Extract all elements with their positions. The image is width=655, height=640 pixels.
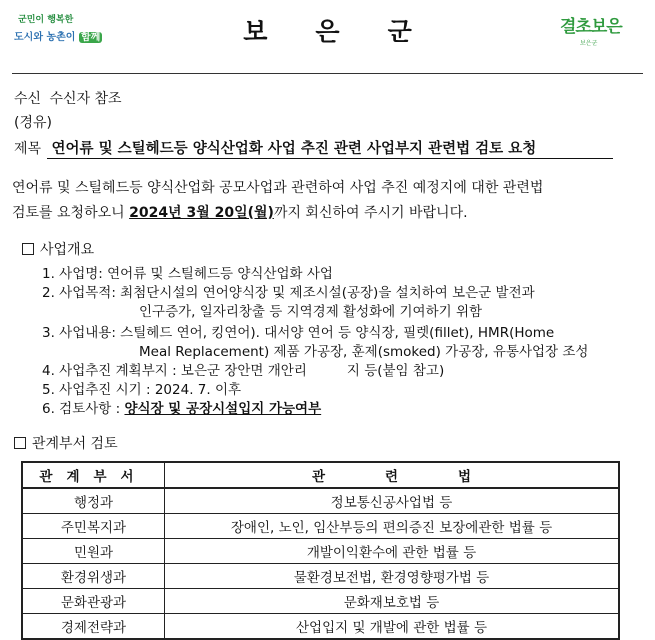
law-cell: 개발이익환수에 관한 법률 등 xyxy=(165,539,620,564)
overview-heading: 사업개요 xyxy=(22,239,94,259)
slogan-line1: 군민이 행복한 xyxy=(18,15,74,25)
overview-item-2-cont: 인구증가, 일자리창출 등 지역경제 활성화에 기여하기 위함 xyxy=(139,304,483,320)
law-cell: 장애인, 노인, 임산부등의 편의증진 보장에관한 법률 등 xyxy=(165,514,620,539)
subject-label: 제목 xyxy=(14,141,42,157)
county-brand-logo xyxy=(560,10,622,48)
column-header-law: 관련법 xyxy=(165,462,620,488)
table-row xyxy=(22,514,619,539)
brand-logo-subtext: 보은군 xyxy=(580,40,598,47)
department-cell: 행정과 xyxy=(22,488,165,514)
slogan-line2: 도시와 농촌이 함께 xyxy=(14,32,101,43)
department-cell: 주민복지과 xyxy=(22,514,165,539)
overview-item-5: 5. 사업추진 시기 : 2024. 7. 이후 xyxy=(42,382,242,398)
table-row xyxy=(22,539,619,564)
department-cell: 경제전략과 xyxy=(22,614,165,640)
column-header-department: 관계부서 xyxy=(22,462,165,488)
overview-item-3: 3. 사업내용: 스틸헤드 연어, 킹연어). 대서양 연어 등 양식장, 필렛(fillet), HMR(Home xyxy=(42,325,555,341)
checkbox-square-icon xyxy=(22,243,34,255)
table-row xyxy=(22,564,619,589)
department-cell: 민원과 xyxy=(22,539,165,564)
department-cell: 문화관광과 xyxy=(22,589,165,614)
department-cell: 환경위생과 xyxy=(22,564,165,589)
overview-item-1: 1. 사업명: 연어류 및 스틸헤드등 양식산업화 사업 xyxy=(42,266,333,282)
overview-item-3-cont: Meal Replacement) 제품 가공장, 훈제(smoked) 가공장, 유통사업장 조성 xyxy=(139,344,589,360)
recipient-value: 수신자 참조 xyxy=(49,91,122,107)
overview-item-6: 6. 검토사항 : 양식장 및 공장시설입지 가능여부 xyxy=(42,401,322,417)
overview-item-4: 4. 사업추진 계획부지 : 보은군 장안면 개안리 지 등(붙임 참고) xyxy=(42,363,445,379)
overview-item-2: 2. 사업목적: 최첨단시설의 연어양식장 및 제조시설(공장)을 설치하여 보은군 발전과 xyxy=(42,285,535,301)
law-cell: 정보통신공사업법 등 xyxy=(165,488,620,514)
subject-line xyxy=(14,137,536,158)
review-heading: 관계부서 검토 xyxy=(14,433,118,453)
org-title: 보은군 xyxy=(243,17,460,46)
body-line-1: 연어류 및 스틸헤드등 양식산업화 공모사업과 관련하여 사업 추진 예정지에 대한 관련법 xyxy=(12,180,544,196)
law-cell: 문화재보호법 등 xyxy=(165,589,620,614)
review-items: 양식장 및 공장시설입지 가능여부 xyxy=(124,401,322,417)
body-line-2: 검토를 요청하오니 2024년 3월 20일(월)까지 회신하여 주시기 바랍니다. xyxy=(12,205,468,221)
law-cell: 산업입지 및 개발에 관한 법률 등 xyxy=(165,614,620,640)
brand-logo-text: 결초보은 xyxy=(560,17,622,37)
via-line: (경유) xyxy=(14,115,52,131)
subject-value: 연어류 및 스틸헤드등 양식산업화 사업 추진 관련 사업부지 관련법 검토 요청 xyxy=(51,141,537,157)
department-law-table xyxy=(21,461,620,640)
reply-deadline: 2024년 3월 20일(월) xyxy=(129,205,274,221)
law-cell: 물환경보전법, 환경영향평가법 등 xyxy=(165,564,620,589)
recipient-line xyxy=(14,88,122,108)
checkbox-square-icon xyxy=(14,437,26,449)
table-row xyxy=(22,488,619,514)
table-row xyxy=(22,614,619,640)
subject-underline xyxy=(47,158,613,159)
header-divider xyxy=(12,73,643,74)
table-header-row xyxy=(22,462,619,488)
table-row xyxy=(22,589,619,614)
recipient-label: 수신 xyxy=(14,91,42,107)
